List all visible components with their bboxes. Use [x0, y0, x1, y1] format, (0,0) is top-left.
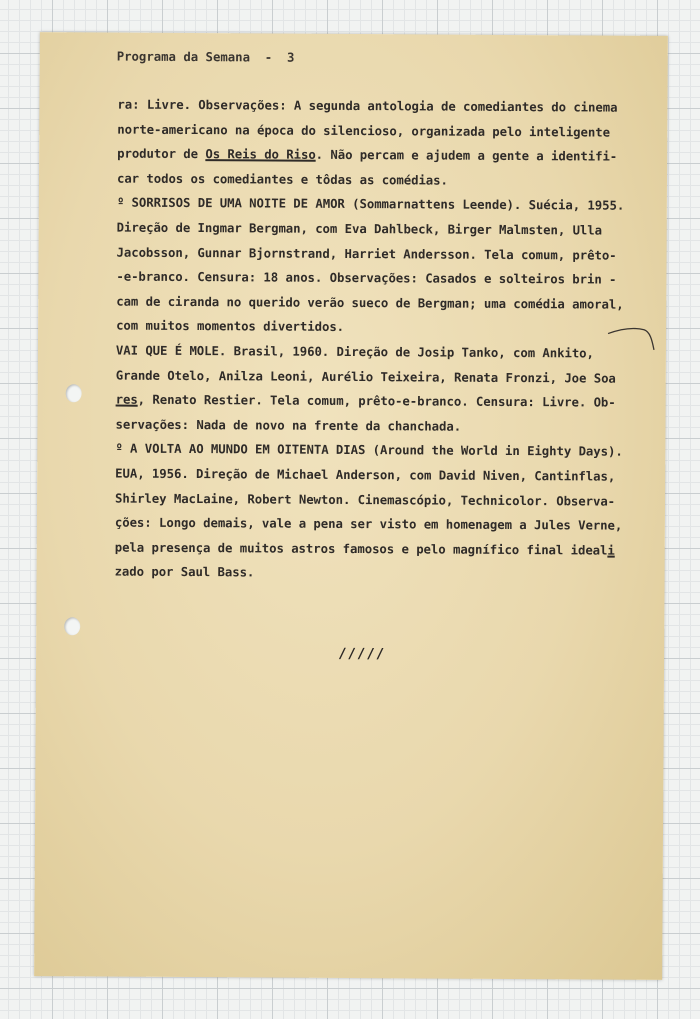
text-line: EUA, 1956. Direção de Michael Anderson, com David Niven, Cantinflas, — [115, 466, 616, 484]
text-line: Direção de Ingmar Bergman, com Eva Dahlbeck, Birger Malmsten, Ulla — [116, 220, 603, 238]
text-line: cam de ciranda no querido verão sueco de Bergman; uma comédia amoral, — [116, 294, 624, 312]
text-segment: pela presença de muitos astros famosos e pelo magnífico final ideal — [114, 540, 608, 558]
text-line: com muitos momentos divertidos. — [116, 318, 345, 335]
text-line: norte-americano na época do silencioso, organizada pelo inteligente — [117, 122, 611, 140]
text-line: Jacobsson, Gunnar Bjornstrand, Harriet Andersson. Tela comum, prêto- — [116, 245, 617, 263]
text-segment: . Não percam e ajudem a gente a identifi- — [315, 147, 618, 164]
text-line: ções: Longo demais, vale a pena ser visto em homenagem a Jules Verne, — [114, 515, 623, 533]
page-header: Programa da Semana - 3 — [116, 49, 295, 65]
body-text — [115, 93, 658, 588]
text-segment: Grande Otelo, Anilza Leoni, Aurélio Teixeira, Renata Fronzi, Joe Soa — [115, 368, 616, 386]
typewritten-page — [34, 32, 668, 980]
text-line: -e-branco. Censura: 18 anos. Observações: Casados e solteiros brin - — [116, 269, 617, 287]
text-line: VAI QUE É MOLE. Brasil, 1960. Direção de Josip Tanko, com Ankito, — [115, 343, 594, 361]
text-segment-underlined: res — [115, 392, 138, 407]
text-segment: , Renato Restier. Tela comum, prêto-e-branco. Censura: Livre. Ob- — [137, 392, 616, 410]
text-line: Shirley MacLaine, Robert Newton. Cinemascópio, Technicolor. Observa- — [115, 491, 616, 509]
handwritten-mark — [606, 326, 666, 366]
text-line — [115, 535, 655, 563]
text-segment-underlined: i — [607, 543, 615, 558]
film-title-underlined: Os Reis do Riso — [205, 147, 316, 162]
text-line: ra: Livre. Observações: A segunda antologia de comediantes do cinema — [117, 97, 618, 115]
text-line: zado por Saul Bass. — [114, 564, 255, 580]
punch-hole — [64, 617, 80, 635]
text-segment: produtor de — [117, 146, 206, 162]
text-line — [116, 388, 656, 416]
text-line — [117, 142, 657, 170]
text-line — [116, 363, 656, 391]
closing-mark: ///// — [338, 645, 386, 663]
text-line: car todos os comediantes e tôdas as comédias. — [116, 171, 448, 188]
text-line: º A VOLTA AO MUNDO EM OITENTA DIAS (Around the World in Eighty Days). — [115, 441, 623, 459]
text-line: servações: Nada de novo na frente da chanchada. — [115, 417, 462, 434]
text-line: º SORRISOS DE UMA NOITE DE AMOR (Sommarnattens Leende). Suécia, 1955. — [116, 195, 625, 214]
punch-hole — [66, 384, 82, 402]
